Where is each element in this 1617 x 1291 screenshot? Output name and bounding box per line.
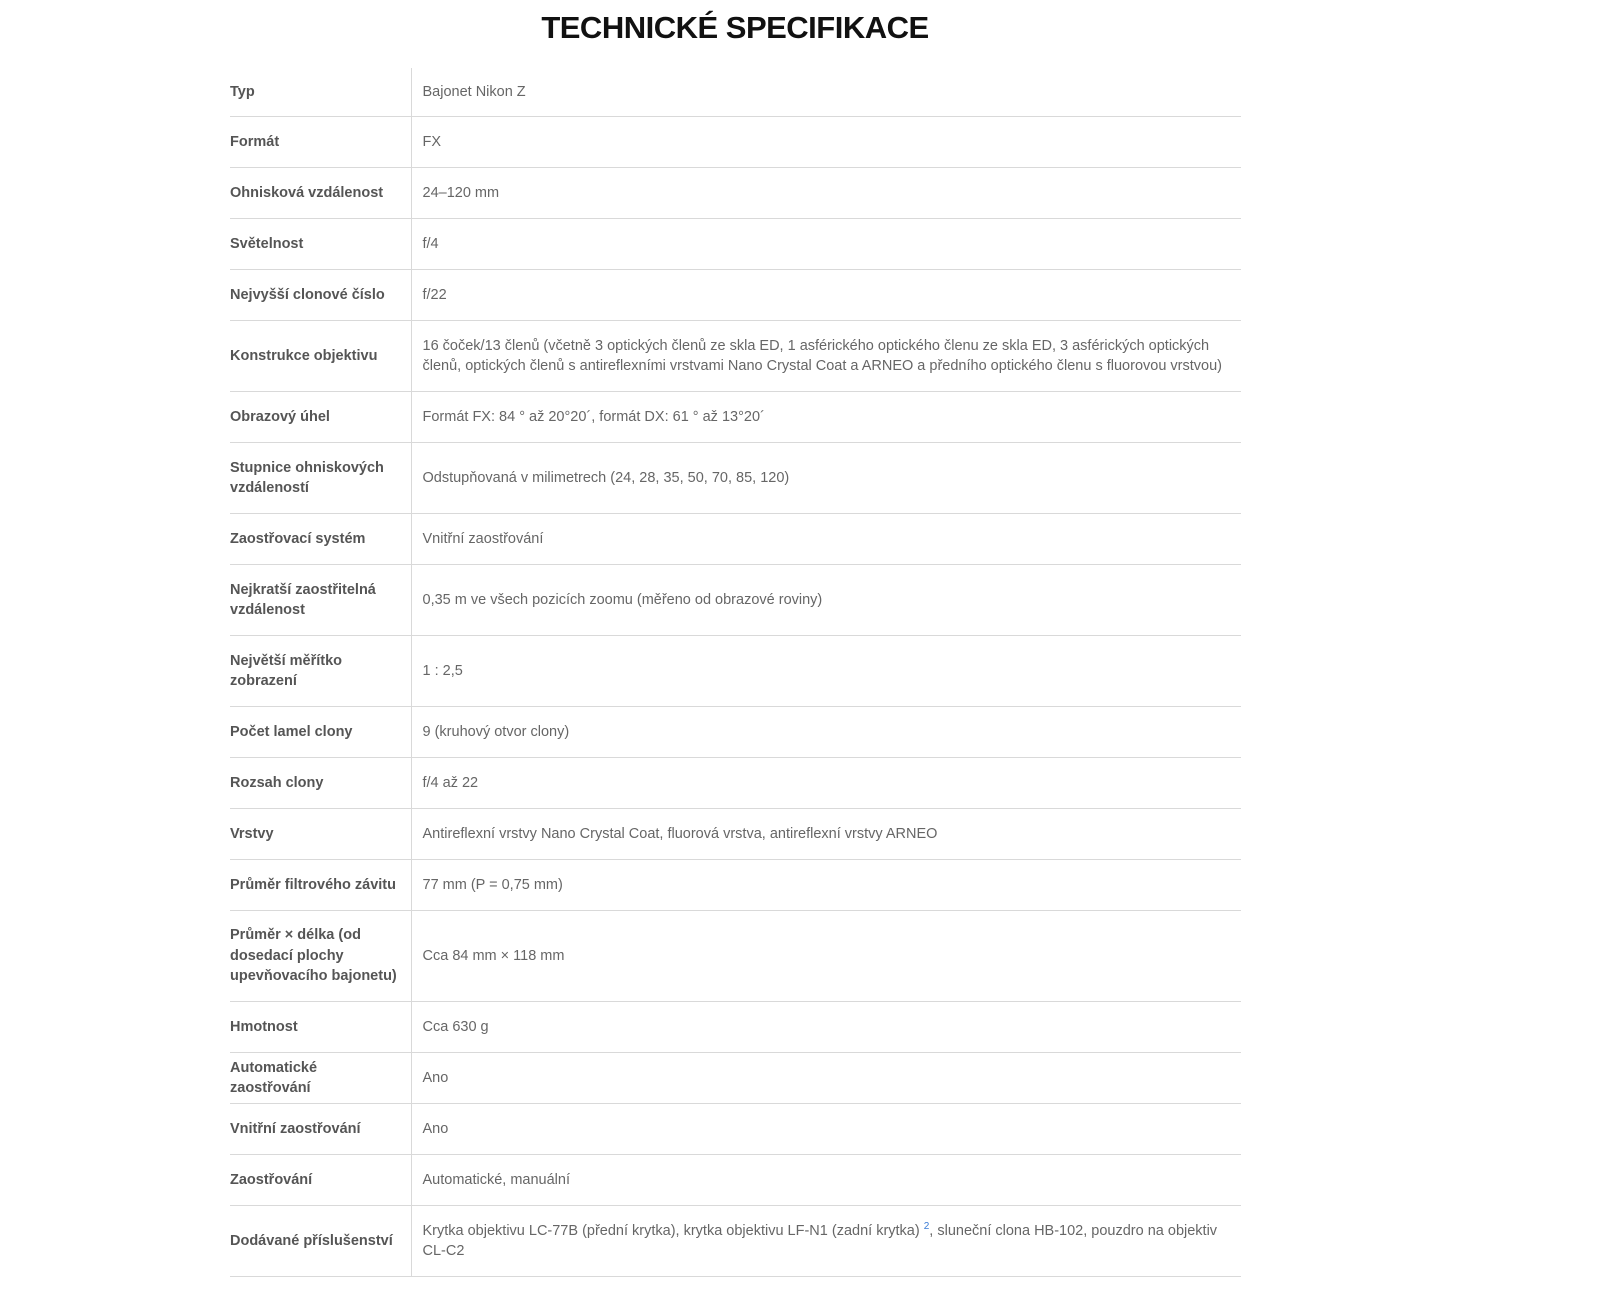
- spec-label: Formát: [230, 117, 411, 168]
- spec-value: f/22: [411, 270, 1241, 321]
- spec-value: 9 (kruhový otvor clony): [411, 707, 1241, 758]
- spec-value: [411, 1206, 1241, 1277]
- spec-value: Vnitřní zaostřování: [411, 514, 1241, 565]
- spec-row-angle-of-view: [230, 392, 1241, 443]
- spec-value: Formát FX: 84 ° až 20°20´, formát DX: 61 ° až 13°20´: [411, 392, 1241, 443]
- spec-label: Konstrukce objektivu: [230, 321, 411, 392]
- spec-row-format: [230, 117, 1241, 168]
- spec-label: Obrazový úhel: [230, 392, 411, 443]
- spec-label: Rozsah clony: [230, 758, 411, 809]
- spec-label: Největší měřítko zobrazení: [230, 636, 411, 707]
- spec-label: Průměr filtrového závitu: [230, 860, 411, 911]
- spec-row-min-focus-distance: [230, 565, 1241, 636]
- spec-value: Antireflexní vrstvy Nano Crystal Coat, fluorová vrstva, antireflexní vrstvy ARNEO: [411, 809, 1241, 860]
- accessories-text-part: , sluneční clona HB-102, pouzdro na objektiv CL-C2: [422, 1222, 1218, 1259]
- spec-label: Zaostřovací systém: [230, 514, 411, 565]
- spec-label: Ohnisková vzdálenost: [230, 168, 411, 219]
- spec-label: Průměr × délka (od dosedací plochy upevňovacího bajonetu): [230, 911, 411, 1002]
- spec-value: 24–120 mm: [411, 168, 1241, 219]
- spec-label: Vnitřní zaostřování: [230, 1104, 411, 1155]
- spec-value: 77 mm (P = 0,75 mm): [411, 860, 1241, 911]
- spec-row-max-reproduction-ratio: [230, 636, 1241, 707]
- spec-value: 1 : 2,5: [411, 636, 1241, 707]
- spec-row-focal-scale: [230, 443, 1241, 514]
- spec-label: Vrstvy: [230, 809, 411, 860]
- spec-value: 0,35 m ve všech pozicích zoomu (měřeno od obrazové roviny): [411, 565, 1241, 636]
- spec-label: Automatické zaostřování: [230, 1053, 411, 1104]
- spec-value: Cca 630 g: [411, 1002, 1241, 1053]
- spec-value: Odstupňovaná v milimetrech (24, 28, 35, 50, 70, 85, 120): [411, 443, 1241, 514]
- spec-row-typ: [230, 68, 1241, 117]
- spec-row-focus-system: [230, 514, 1241, 565]
- spec-row-diaphragm-blades: [230, 707, 1241, 758]
- spec-row-supplied-accessories: [230, 1206, 1241, 1277]
- spec-row-focusing: [230, 1155, 1241, 1206]
- spec-label: Dodávané příslušenství: [230, 1206, 411, 1277]
- spec-label: Nejkratší zaostřitelná vzdálenost: [230, 565, 411, 636]
- spec-label: Stupnice ohniskových vzdáleností: [230, 443, 411, 514]
- spec-value: Cca 84 mm × 118 mm: [411, 911, 1241, 1002]
- footnote-link[interactable]: 2: [923, 1220, 930, 1232]
- spec-row-weight: [230, 1002, 1241, 1053]
- spec-row-focal-length: [230, 168, 1241, 219]
- spec-label: Zaostřování: [230, 1155, 411, 1206]
- spec-label: Počet lamel clony: [230, 707, 411, 758]
- spec-value: FX: [411, 117, 1241, 168]
- spec-row-aperture: [230, 219, 1241, 270]
- spec-value: Ano: [411, 1053, 1241, 1104]
- spec-label: Světelnost: [230, 219, 411, 270]
- spec-label: Typ: [230, 68, 411, 117]
- spec-value: Ano: [411, 1104, 1241, 1155]
- spec-row-dimensions: [230, 911, 1241, 1002]
- spec-value: Bajonet Nikon Z: [411, 68, 1241, 117]
- page-title: TECHNICKÉ SPECIFIKACE: [541, 10, 929, 45]
- spec-label: Hmotnost: [230, 1002, 411, 1053]
- spec-value: f/4: [411, 219, 1241, 270]
- spec-value: f/4 až 22: [411, 758, 1241, 809]
- spec-value: Automatické, manuální: [411, 1155, 1241, 1206]
- spec-row-aperture-range: [230, 758, 1241, 809]
- spec-row-filter-size: [230, 860, 1241, 911]
- spec-row-lens-construction: [230, 321, 1241, 392]
- spec-row-autofocus: [230, 1053, 1241, 1104]
- spec-table: [230, 68, 1241, 1277]
- spec-label: Nejvyšší clonové číslo: [230, 270, 411, 321]
- spec-row-max-f-number: [230, 270, 1241, 321]
- spec-row-coatings: [230, 809, 1241, 860]
- accessories-text-part: Krytka objektivu LC-77B (přední krytka), krytka objektivu LF-N1 (zadní krytka): [422, 1222, 924, 1239]
- spec-row-internal-focus: [230, 1104, 1241, 1155]
- spec-value: 16 čoček/13 členů (včetně 3 optických členů ze skla ED, 1 asférického optického členu ze skla ED, 3 asférických optických členů, optických členů s antireflexními vrstvami Nano Crystal Coat a ARNEO a předního optického členu s fluorovou vrstvou): [411, 321, 1241, 392]
